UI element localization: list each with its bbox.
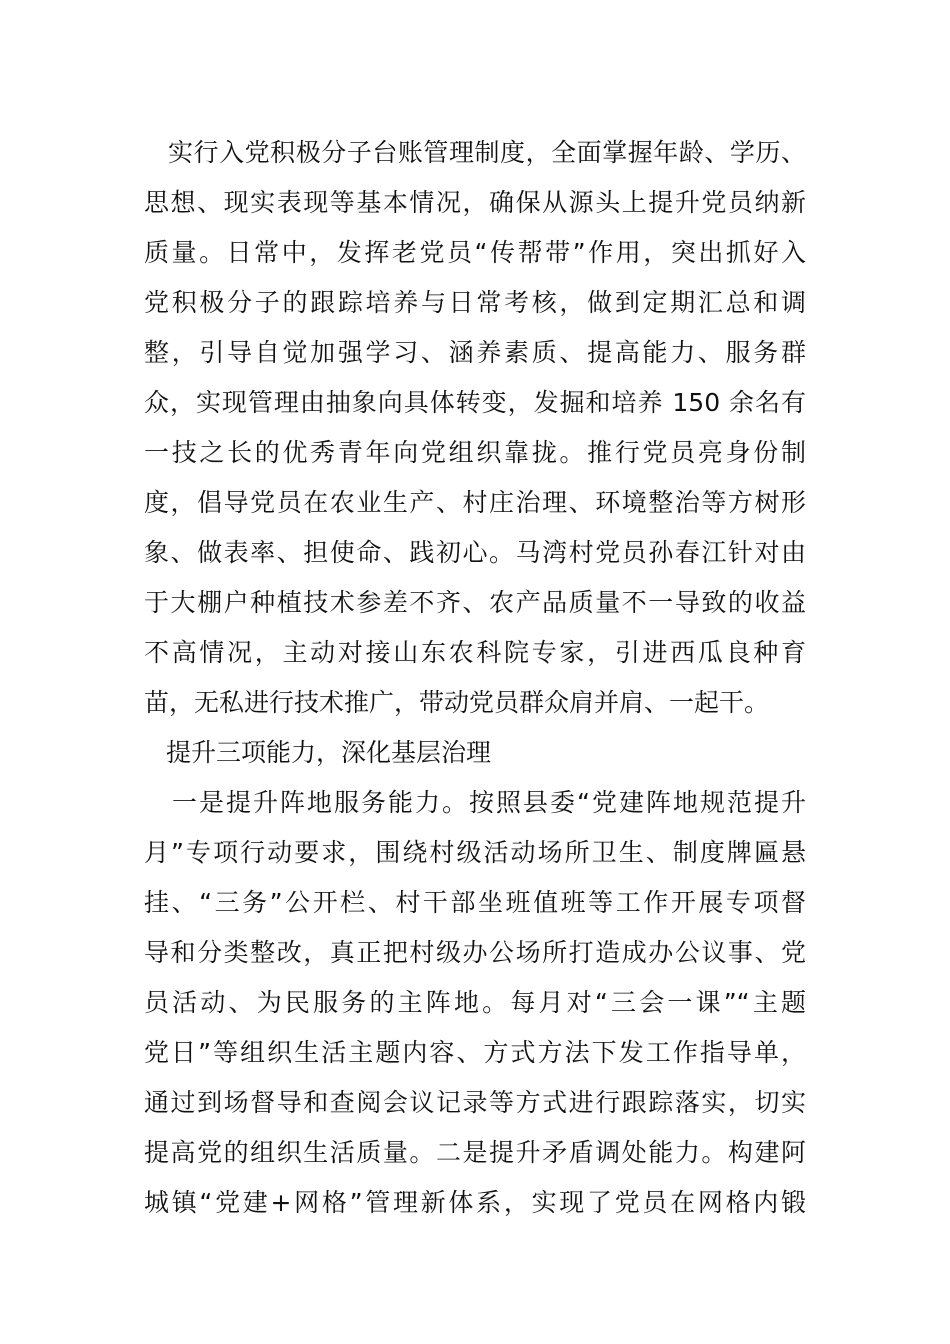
text-line: 不高情况，主动对接山东农科院专家，引进西瓜良种育 (144, 638, 806, 667)
paragraph-party-activists (144, 128, 806, 728)
text-line: 提高党的组织生活质量。二是提升矛盾调处能力。构建阿 (144, 1138, 806, 1167)
text-line: 导和分类整改，真正把村级办公场所打造成办公议事、党 (144, 938, 806, 967)
text-line: 员活动、为民服务的主阵地。每月对“三会一课”“主题 (144, 988, 806, 1017)
text-line: 整，引导自觉加强学习、涵养素质、提高能力、服务群 (144, 338, 806, 367)
text-line: 挂、“三务”公开栏、村干部坐班值班等工作开展专项督 (144, 888, 806, 917)
heading-text: 提升三项能力，深化基层治理 (166, 738, 492, 767)
text-line: 苗，无私进行技术推广，带动党员群众肩并肩、一起干。 (144, 688, 770, 717)
text-line: 实行入党积极分子台账管理制度，全面掌握年龄、学历、 (168, 138, 806, 167)
text-line: 月”专项行动要求，围绕村级活动场所卫生、制度牌匾悬 (144, 838, 806, 867)
text-line: 质量。日常中，发挥老党员“传帮带”作用，突出抓好入 (144, 238, 806, 267)
paragraph-capability (144, 778, 806, 1228)
section-heading (144, 728, 806, 778)
document-body (144, 128, 806, 1228)
text-line: 思想、现实表现等基本情况，确保从源头上提升党员纳新 (144, 188, 806, 217)
text-line: 党积极分子的跟踪培养与日常考核，做到定期汇总和调 (144, 288, 806, 317)
text-line: 通过到场督导和查阅会议记录等方式进行跟踪落实，切实 (144, 1088, 806, 1117)
text-line: 一是提升阵地服务能力。按照县委“党建阵地规范提升 (172, 788, 806, 817)
text-line: 众，实现管理由抽象向具体转变，发掘和培养 150 余名有 (144, 388, 806, 417)
text-line: 于大棚户种植技术参差不齐、农产品质量不一导致的收益 (144, 588, 806, 617)
text-line: 党日”等组织生活主题内容、方式方法下发工作指导单， (144, 1038, 806, 1067)
text-line: 度，倡导党员在农业生产、村庄治理、环境整治等方树形 (144, 488, 806, 517)
text-line: 城镇“党建+网格”管理新体系，实现了党员在网格内锻 (144, 1188, 806, 1217)
text-line: 象、做表率、担使命、践初心。马湾村党员孙春江针对由 (144, 538, 806, 567)
text-line: 一技之长的优秀青年向党组织靠拢。推行党员亮身份制 (144, 438, 806, 467)
